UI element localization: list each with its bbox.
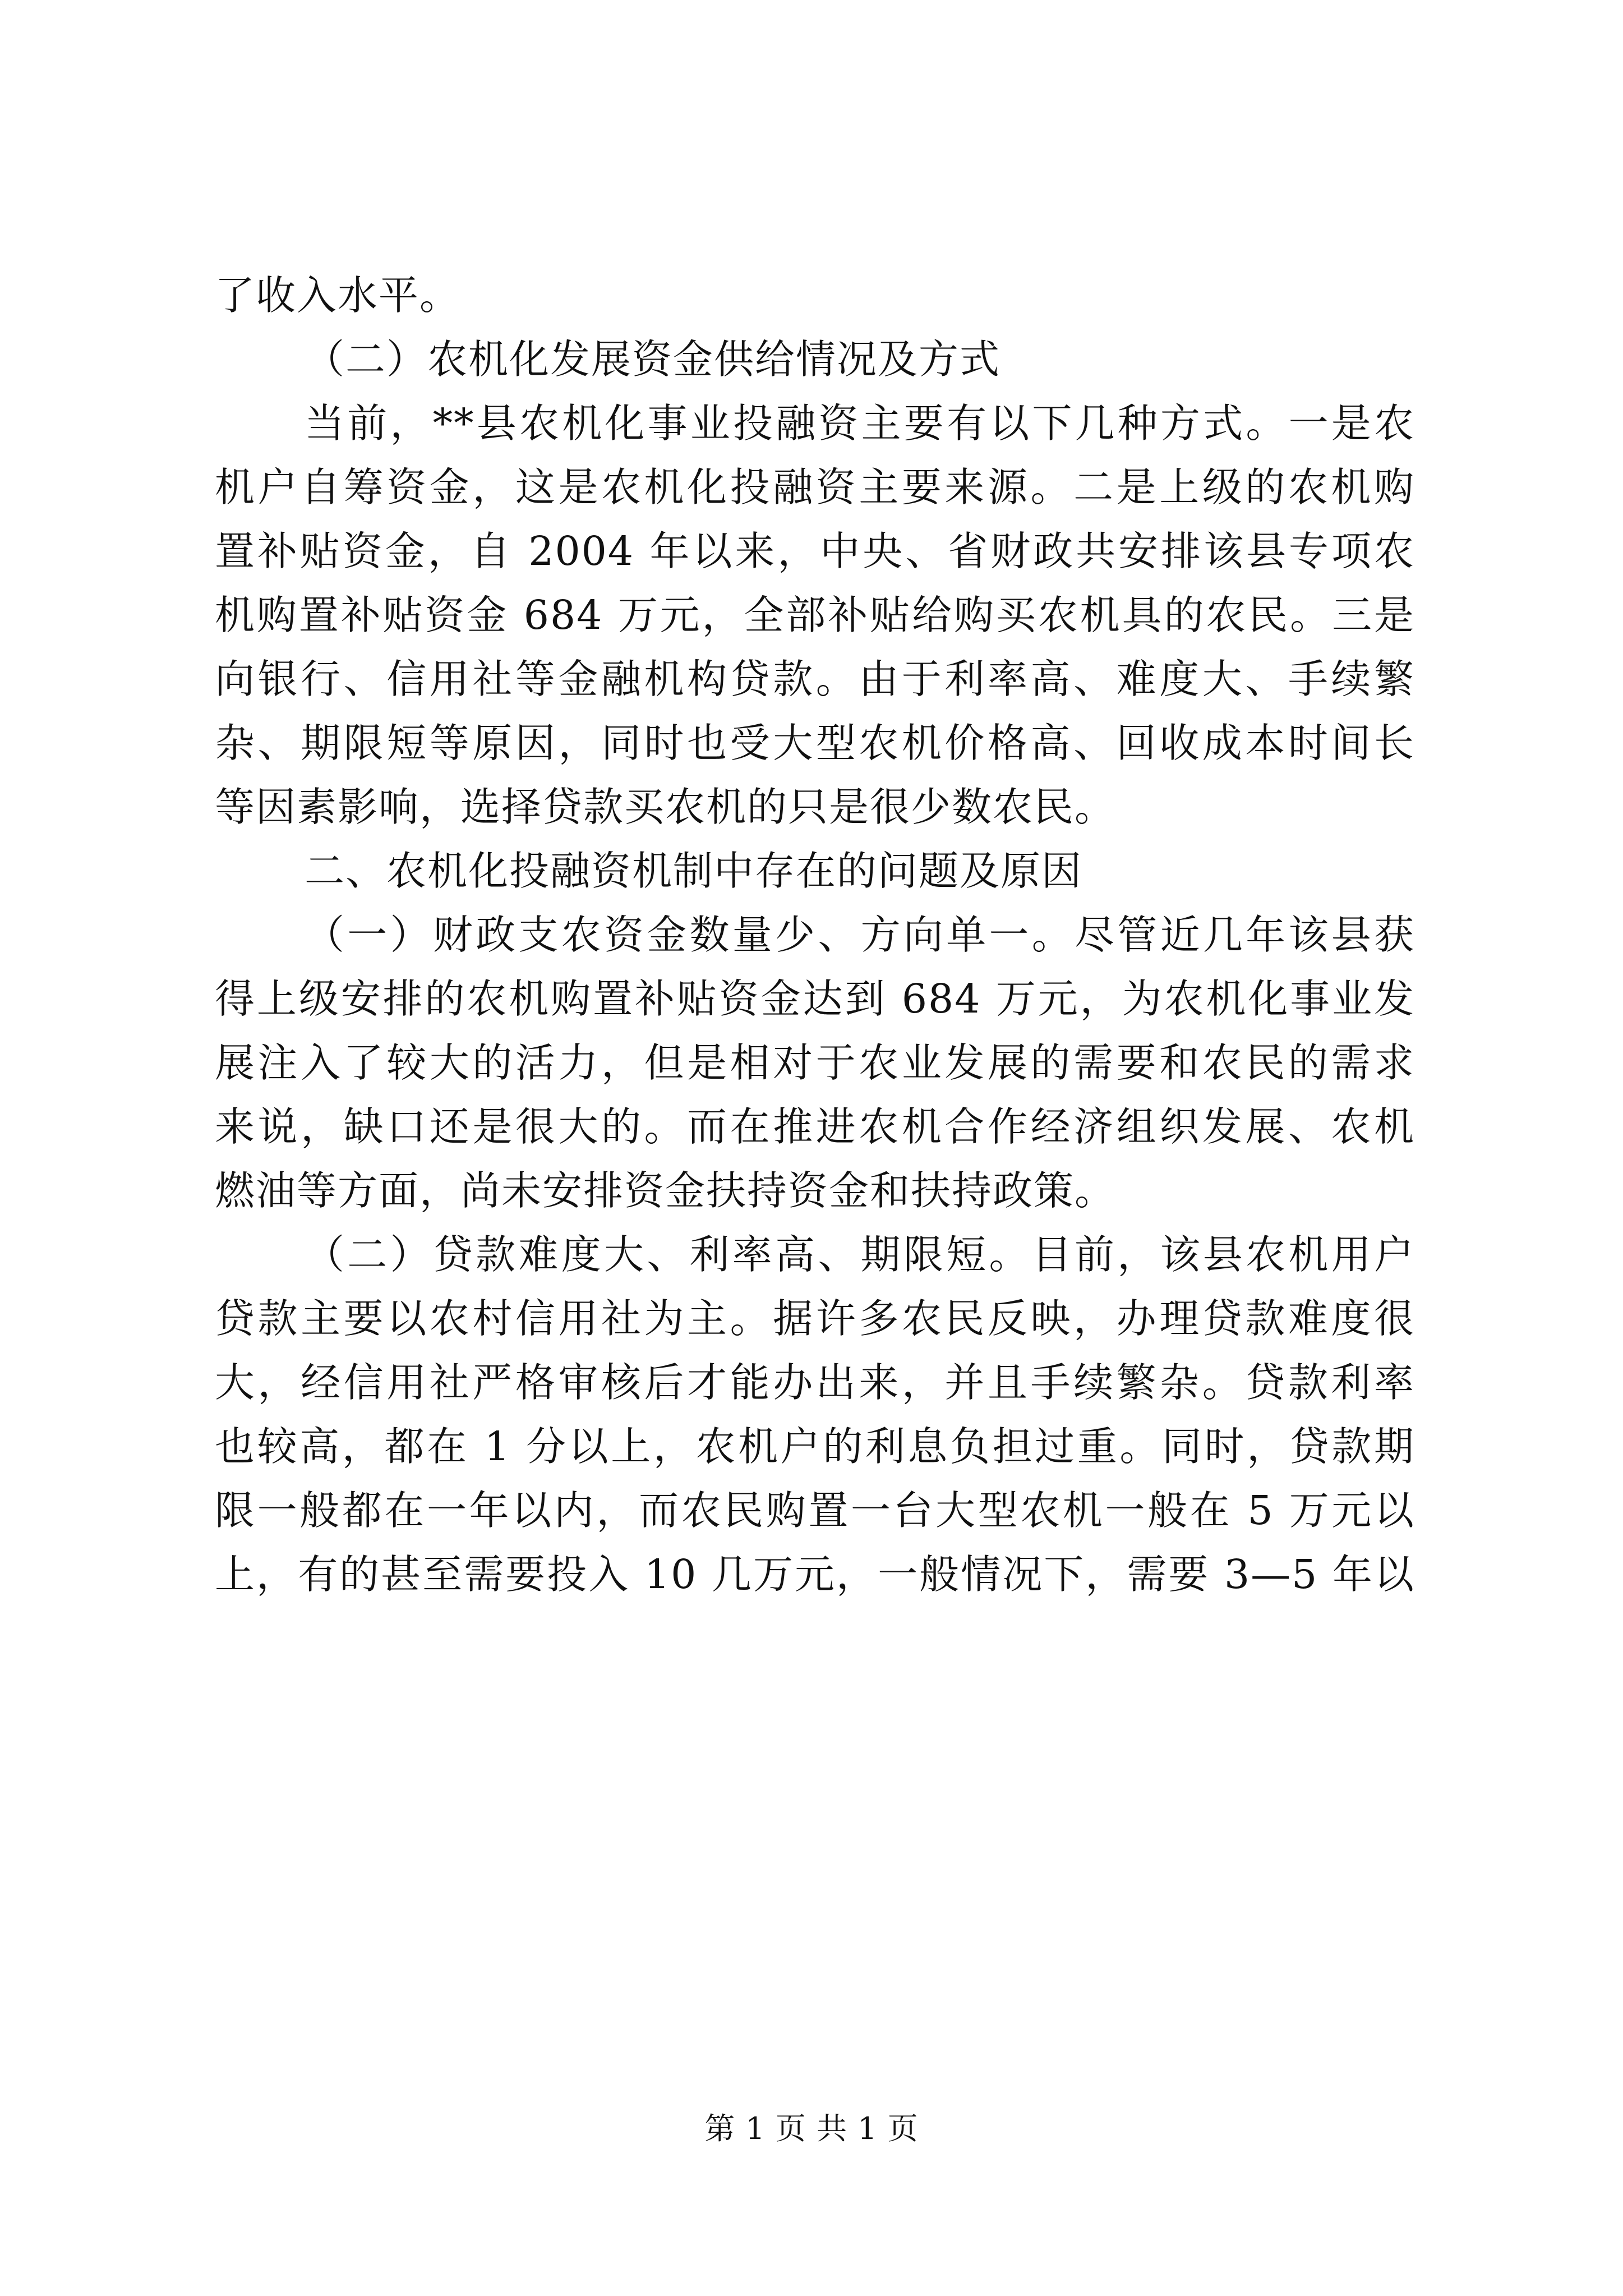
text-line: 燃油等方面，尚未安排资金扶持资金和扶持政策。 [215, 1167, 1116, 1214]
text-line: （二）贷款难度大、利率高、期限短。目前，该县农机用户 [305, 1231, 1415, 1278]
text-line: 杂、期限短等原因，同时也受大型农机价格高、回收成本时间长 [215, 720, 1415, 766]
text-line: 展注入了较大的活力，但是相对于农业发展的需要和农民的需求 [215, 1039, 1415, 1086]
text-line: 当前，**县农机化事业投融资主要有以下几种方式。一是农 [305, 400, 1415, 447]
text-line: 来说，缺口还是很大的。而在推进农机合作经济组织发展、农机 [215, 1103, 1415, 1150]
text-line: 限一般都在一年以内，而农民购置一台大型农机一般在 5 万元以 [215, 1487, 1415, 1534]
text-line: 上，有的甚至需要投入 10 几万元，一般情况下，需要 3—5 年以 [215, 1551, 1415, 1598]
text-line: 了收入水平。 [215, 272, 461, 319]
body-text [215, 264, 1415, 1607]
text-line: 机户自筹资金，这是农机化投融资主要来源。二是上级的农机购 [215, 464, 1415, 510]
text-line: 也较高，都在 1 分以上，农机户的利息负担过重。同时，贷款期 [215, 1423, 1415, 1470]
text-line: 置补贴资金，自 2004 年以来，中央、省财政共安排该县专项农 [215, 528, 1415, 574]
section-heading: （二）农机化发展资金供给情况及方式 [305, 336, 1001, 383]
text-line: 得上级安排的农机购置补贴资金达到 684 万元，为农机化事业发 [215, 976, 1415, 1022]
text-line: （一）财政支农资金数量少、方向单一。尽管近几年该县获 [305, 912, 1415, 958]
text-line: 向银行、信用社等金融机构贷款。由于利率高、难度大、手续繁 [215, 656, 1415, 702]
text-line: 贷款主要以农村信用社为主。据许多农民反映，办理贷款难度很 [215, 1295, 1415, 1342]
text-line: 等因素影响，选择贷款买农机的只是很少数农民。 [215, 784, 1116, 830]
section-heading: 二、农机化投融资机制中存在的问题及原因 [305, 848, 1083, 894]
text-line: 机购置补贴资金 684 万元，全部补贴给购买农机具的农民。三是 [215, 592, 1415, 638]
text-line: 大，经信用社严格审核后才能办出来，并且手续繁杂。贷款利率 [215, 1359, 1415, 1406]
page-footer: 第 1 页 共 1 页 [704, 2111, 919, 2146]
